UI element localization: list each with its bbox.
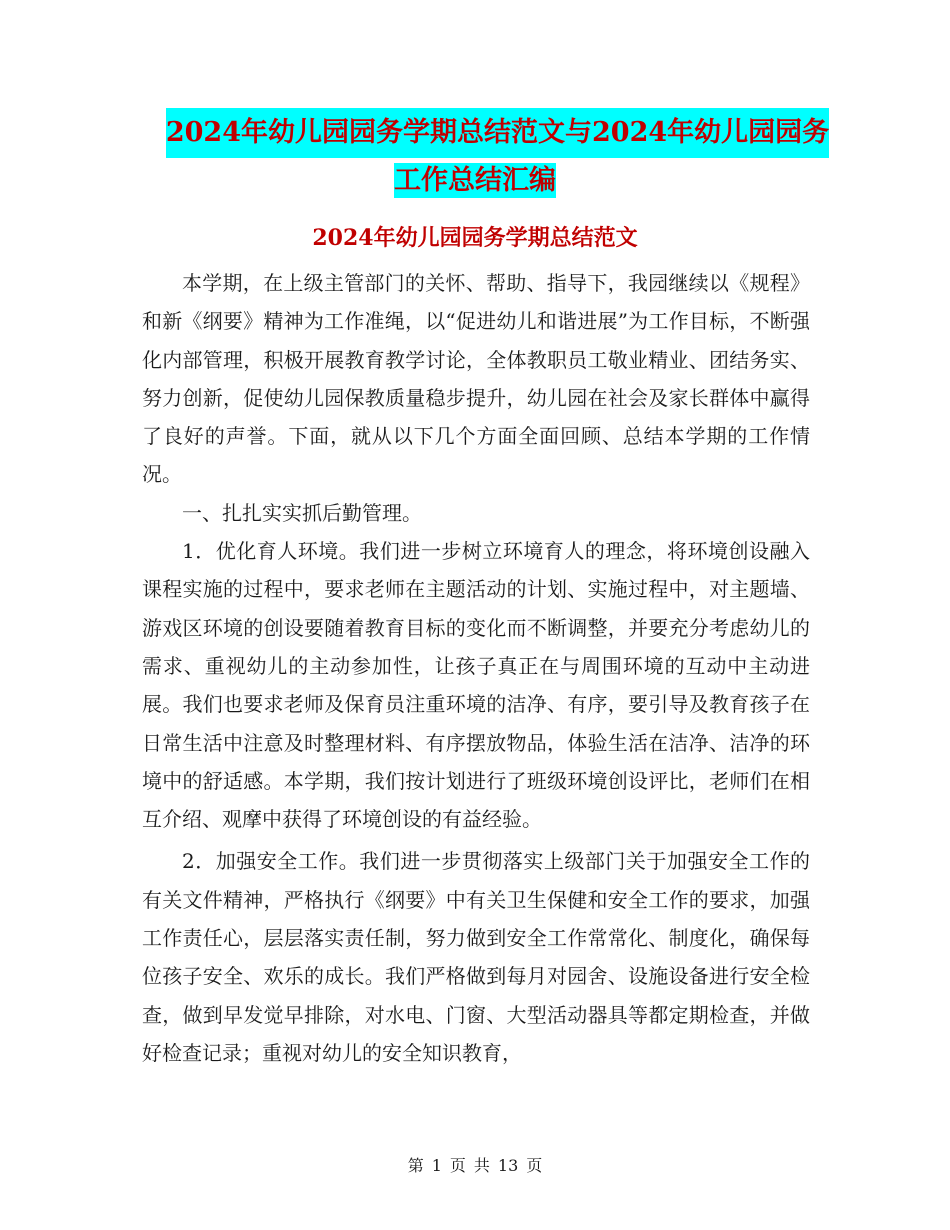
page-footer xyxy=(0,1154,950,1178)
paragraph-environment: 1．优化育人环境。我们进一步树立环境育人的理念，将环境创设融入课程实施的过程中，要求老师在主题活动的计划、实施过程中，对主题墙、游戏区环境的创设要随着教育目标的变化而不断调整，并要充分考虑幼儿的需求、重视幼儿的主动参加性，让孩子真正在与周围环境的互动中主动进展。我们也要求老师及保育员注重环境的洁净、有序，要引导及教育孩子在日常生活中注意及时整理材料、有序摆放物品，体验生活在洁净、洁净的环境中的舒适感。本学期，我们按计划进行了班级环境创设评比，老师们在相互介绍、观摩中获得了环境创设的有益经验。 xyxy=(142,539,810,832)
footer-total-word: 共 xyxy=(473,1156,490,1175)
section-title: 2024年幼儿园园务学期总结范文 xyxy=(312,225,638,251)
footer-suffix: 页 xyxy=(526,1156,543,1175)
footer-prefix: 第 xyxy=(407,1156,424,1175)
footer-total-pages: 13 xyxy=(497,1156,519,1175)
paragraph-intro: 本学期，在上级主管部门的关怀、帮助、指导下，我园继续以《规程》和新《纲要》精神为工作准绳，以“促进幼儿和谐进展”为工作目标，不断强化内部管理，积极开展教育教学讨论，全体教职员工敬业精业、团结务实、努力创新，促使幼儿园保教质量稳步提升，幼儿园在社会及家长群体中赢得了良好的声誉。下面，就从以下几个方面全面回顾、总结本学期的工作情况。 xyxy=(142,271,810,487)
document-title xyxy=(0,108,950,204)
paragraph-safety: 2．加强安全工作。我们进一步贯彻落实上级部门关于加强安全工作的有关文件精神，严格执行《纲要》中有关卫生保健和安全工作的要求，加强工作责任心，层层落实责任制，努力做到安全工作常常化、制度化，确保每位孩子安全、欢乐的成长。我们严格做到每月对园舍、设施设备进行安全检查，做到早发觉早排除，对水电、门窗、大型活动器具等都定期检查，并做好检查记录；重视对幼儿的安全知识教育， xyxy=(142,849,810,1065)
document-body xyxy=(142,264,810,1072)
footer-page-number: 1 xyxy=(431,1156,442,1175)
paragraph-heading-logistics: 一、扎扎实实抓后勤管理。 xyxy=(182,500,422,525)
footer-page-word: 页 xyxy=(449,1156,466,1175)
document-title-line2: 工作总结汇编 xyxy=(394,165,556,196)
document-title-line1: 2024年幼儿园园务学期总结范文与2024年幼儿园园务 xyxy=(166,108,829,158)
